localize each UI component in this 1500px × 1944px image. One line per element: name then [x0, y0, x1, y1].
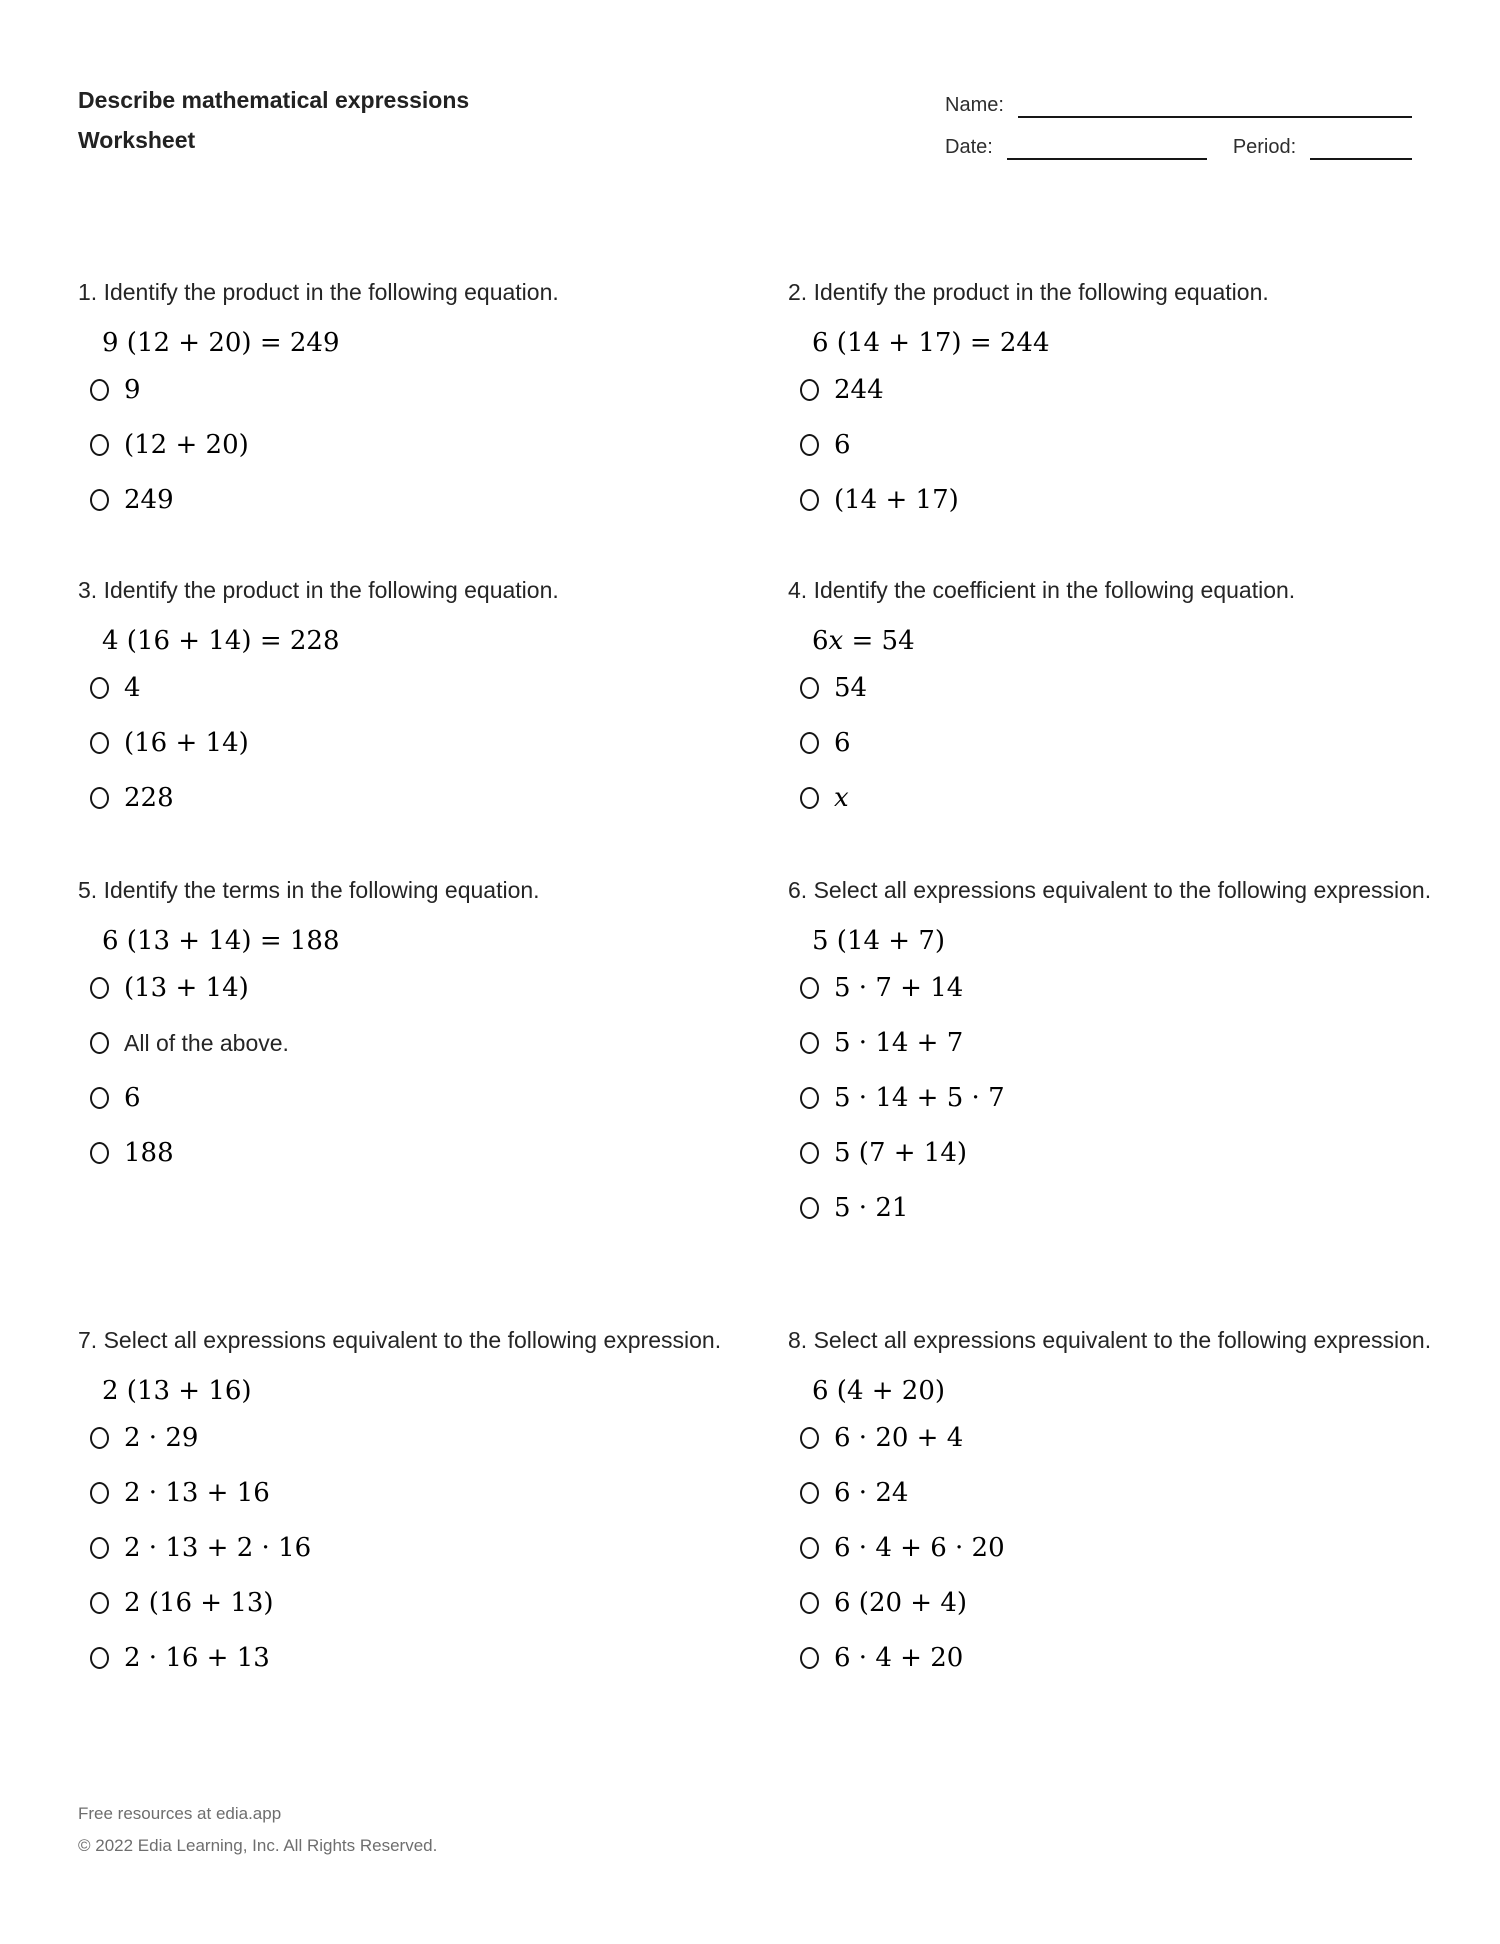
option-label: 2 (16 + 13) — [124, 1588, 274, 1618]
question-2-options — [800, 374, 1448, 516]
option-label: 6 · 4 + 20 — [834, 1643, 964, 1673]
question-7-options — [90, 1422, 738, 1674]
option-label: 2 · 13 + 16 — [124, 1478, 270, 1508]
student-fields — [945, 92, 1412, 160]
question-5 — [78, 870, 738, 1192]
date-period-row — [945, 134, 1412, 160]
question-5-options — [90, 972, 738, 1169]
radio-option[interactable] — [800, 1477, 1448, 1509]
option-label: 5 · 14 + 5 · 7 — [834, 1083, 1005, 1113]
radio-icon[interactable] — [800, 1197, 819, 1219]
radio-icon[interactable] — [800, 434, 819, 456]
question-4-options — [800, 672, 1448, 814]
period-input-line[interactable] — [1310, 139, 1412, 160]
question-2 — [788, 272, 1448, 539]
radio-icon[interactable] — [90, 677, 109, 699]
radio-icon[interactable] — [800, 1142, 819, 1164]
worksheet-title-line1: Describe mathematical expressions — [78, 87, 470, 113]
radio-option[interactable] — [800, 1082, 1448, 1114]
radio-icon[interactable] — [90, 787, 109, 809]
option-label: x — [834, 783, 849, 813]
radio-icon[interactable] — [800, 1087, 819, 1109]
option-label: 244 — [834, 375, 884, 405]
question-1-prompt: 1. Identify the product in the following equation. — [78, 279, 559, 305]
option-label: 6 — [834, 430, 851, 460]
expression-equals-value: = 54 — [843, 626, 915, 656]
radio-option[interactable] — [90, 429, 738, 461]
name-row — [945, 92, 1412, 118]
radio-option[interactable] — [90, 1422, 738, 1454]
option-label: 2 · 16 + 13 — [124, 1643, 270, 1673]
radio-icon[interactable] — [90, 379, 109, 401]
radio-option[interactable] — [90, 1082, 738, 1114]
radio-icon[interactable] — [90, 732, 109, 754]
radio-icon[interactable] — [90, 1537, 109, 1559]
expression-variable: x — [828, 626, 844, 656]
radio-option[interactable] — [90, 484, 738, 516]
question-6 — [788, 870, 1448, 1247]
radio-option[interactable] — [90, 1027, 738, 1059]
radio-icon[interactable] — [800, 787, 819, 809]
question-8-options — [800, 1422, 1448, 1674]
radio-icon[interactable] — [90, 1087, 109, 1109]
option-label: 6 — [834, 728, 851, 758]
radio-icon[interactable] — [800, 1427, 819, 1449]
question-6-prompt: 6. Select all expressions equivalent to the following expression. — [788, 877, 1432, 903]
radio-icon[interactable] — [90, 1427, 109, 1449]
question-2-prompt: 2. Identify the product in the following equation. — [788, 279, 1269, 305]
radio-option[interactable] — [800, 972, 1448, 1004]
date-input-line[interactable] — [1007, 139, 1207, 160]
radio-option[interactable] — [800, 782, 1448, 814]
option-label: 6 · 24 — [834, 1478, 909, 1508]
footer-resources: Free resources at edia.app — [78, 1804, 282, 1823]
radio-option[interactable] — [90, 727, 738, 759]
option-label: (13 + 14) — [124, 973, 249, 1003]
radio-option[interactable] — [800, 429, 1448, 461]
radio-icon[interactable] — [800, 1592, 819, 1614]
radio-option[interactable] — [90, 672, 738, 704]
question-7-prompt: 7. Select all expressions equivalent to the following expression. — [78, 1327, 722, 1353]
question-1 — [78, 272, 738, 539]
question-4-prompt: 4. Identify the coefficient in the following equation. — [788, 577, 1296, 603]
option-label: All of the above. — [124, 1029, 289, 1056]
radio-option[interactable] — [90, 1137, 738, 1169]
option-label: 5 · 21 — [834, 1193, 909, 1223]
option-label: 6 · 4 + 6 · 20 — [834, 1533, 1005, 1563]
radio-icon[interactable] — [800, 1537, 819, 1559]
radio-option[interactable] — [90, 1477, 738, 1509]
radio-option[interactable] — [90, 782, 738, 814]
footer-copyright: © 2022 Edia Learning, Inc. All Rights Reserved. — [78, 1836, 438, 1855]
question-1-expression: 9 (12 + 20) = 249 — [102, 328, 340, 358]
radio-icon[interactable] — [800, 489, 819, 511]
option-label: (14 + 17) — [834, 485, 959, 515]
option-label: 5 · 14 + 7 — [834, 1028, 964, 1058]
radio-icon[interactable] — [800, 379, 819, 401]
option-label: 54 — [834, 673, 868, 703]
radio-icon[interactable] — [90, 1032, 109, 1054]
radio-option[interactable] — [800, 727, 1448, 759]
radio-option[interactable] — [800, 1532, 1448, 1564]
radio-icon[interactable] — [90, 434, 109, 456]
radio-option[interactable] — [800, 1587, 1448, 1619]
option-label: 2 · 13 + 2 · 16 — [124, 1533, 312, 1563]
radio-icon[interactable] — [90, 1647, 109, 1669]
question-3 — [78, 570, 738, 837]
question-7-expression: 2 (13 + 16) — [102, 1376, 252, 1406]
question-8-prompt: 8. Select all expressions equivalent to the following expression. — [788, 1327, 1432, 1353]
worksheet-title-line2: Worksheet — [78, 127, 196, 153]
question-3-expression: 4 (16 + 14) = 228 — [102, 626, 340, 656]
option-label: 6 · 20 + 4 — [834, 1423, 964, 1453]
option-label: 5 · 7 + 14 — [834, 973, 964, 1003]
option-label: (16 + 14) — [124, 728, 249, 758]
radio-icon[interactable] — [90, 1482, 109, 1504]
radio-icon[interactable] — [800, 732, 819, 754]
radio-icon[interactable] — [90, 489, 109, 511]
question-7 — [78, 1320, 738, 1697]
option-label: 4 — [124, 673, 141, 703]
radio-option[interactable] — [800, 1137, 1448, 1169]
name-input-line[interactable] — [1018, 97, 1412, 118]
question-3-prompt: 3. Identify the product in the following equation. — [78, 577, 559, 603]
question-5-expression: 6 (13 + 14) = 188 — [102, 926, 340, 956]
option-label: 9 — [124, 375, 141, 405]
radio-icon[interactable] — [90, 1142, 109, 1164]
option-label: 2 · 29 — [124, 1423, 199, 1453]
worksheet-title — [78, 80, 469, 160]
radio-icon[interactable] — [800, 677, 819, 699]
question-3-options — [90, 672, 738, 814]
radio-option[interactable] — [800, 672, 1448, 704]
name-label: Name: — [945, 94, 1004, 116]
option-label: (12 + 20) — [124, 430, 249, 460]
radio-option[interactable] — [800, 1027, 1448, 1059]
radio-icon[interactable] — [800, 1482, 819, 1504]
expression-coefficient: 6 — [812, 626, 829, 656]
option-label: 228 — [124, 783, 174, 813]
question-8 — [788, 1320, 1448, 1697]
option-label: 249 — [124, 485, 174, 515]
radio-option[interactable] — [90, 374, 738, 406]
question-5-prompt: 5. Identify the terms in the following equation. — [78, 877, 540, 903]
question-2-expression: 6 (14 + 17) = 244 — [812, 328, 1050, 358]
radio-option[interactable] — [90, 972, 738, 1004]
radio-option[interactable] — [800, 1192, 1448, 1224]
question-1-options — [90, 374, 738, 516]
question-6-options — [800, 972, 1448, 1224]
radio-icon[interactable] — [90, 977, 109, 999]
radio-option[interactable] — [800, 1422, 1448, 1454]
radio-option[interactable] — [800, 1642, 1448, 1674]
radio-option[interactable] — [90, 1642, 738, 1674]
footer — [78, 1798, 437, 1862]
radio-icon[interactable] — [800, 977, 819, 999]
period-label: Period: — [1232, 136, 1297, 158]
radio-icon[interactable] — [800, 1032, 819, 1054]
option-label: 188 — [124, 1138, 174, 1168]
radio-option[interactable] — [90, 1532, 738, 1564]
radio-icon[interactable] — [800, 1647, 819, 1669]
radio-option[interactable] — [800, 484, 1448, 516]
question-4-expression — [812, 623, 1448, 659]
radio-option[interactable] — [90, 1587, 738, 1619]
radio-option[interactable] — [800, 374, 1448, 406]
question-4 — [788, 570, 1448, 837]
option-label: 6 (20 + 4) — [834, 1588, 968, 1618]
option-label: 6 — [124, 1083, 141, 1113]
question-8-expression: 6 (4 + 20) — [812, 1376, 946, 1406]
radio-icon[interactable] — [90, 1592, 109, 1614]
question-6-expression: 5 (14 + 7) — [812, 926, 946, 956]
date-label: Date: — [945, 136, 993, 158]
option-label: 5 (7 + 14) — [834, 1138, 968, 1168]
